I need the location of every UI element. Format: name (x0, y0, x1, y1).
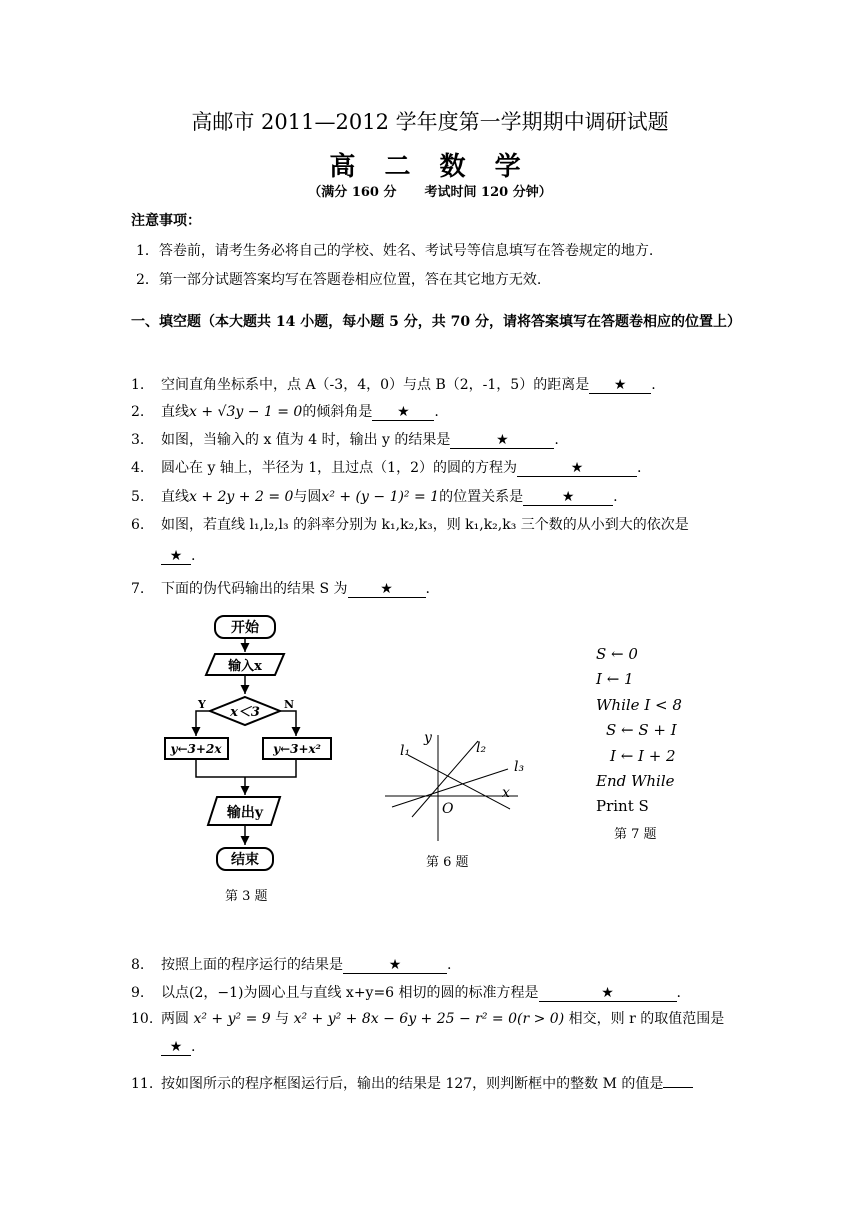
answer-blank: ★ (161, 1039, 191, 1056)
score-line (0, 181, 860, 200)
answer-blank: ★ (343, 957, 447, 974)
l3-label: l₃ (514, 759, 525, 775)
question-6: 6. 如图，若直线 l₁,l₂,l₃ 的斜率分别为 k₁,k₂,k₃，则 k₁,k₂,k₃ 三个数的从小到大的依次是 (131, 517, 689, 533)
question-5: 5. 直线x + 2y + 2 = 0与圆x² + (y − 1)² = 1的位置关系是 ★ . (131, 489, 618, 505)
code-line: I ← I + 2 (610, 746, 676, 765)
answer-blank: ★ (450, 432, 554, 449)
no-label: N (284, 698, 295, 711)
question-10: 10. 两圆 x² + y² = 9 与 x² + y² + 8x − 6y + 25 − r² = 0(r > 0) 相交，则 r 的取值范围是 (131, 1011, 725, 1027)
equation: x² + y² + 8x − 6y + 25 − r² = 0(r > 0) (293, 1011, 565, 1027)
note-item: 1．答卷前，请考生务必将自己的学校、姓名、考试号等信息填写在答卷规定的地方. (136, 243, 654, 259)
code-line: End While (596, 772, 675, 791)
l1-label: l₁ (400, 743, 411, 759)
note-item: 2．第一部分试题答案均写在答题卷相应位置，答在其它地方无效. (136, 272, 542, 288)
output-label: 输出y (226, 805, 264, 821)
equation: x² + (y − 1)² = 1 (321, 489, 440, 505)
question-10-answer: ★ . (161, 1039, 195, 1056)
start-label: 开始 (231, 620, 259, 636)
code-line: S ← 0 (596, 645, 638, 663)
condition-label: x＜3 (230, 705, 260, 720)
flowchart-figure (150, 610, 350, 910)
question-1: 1. 空间直角坐标系中，点 A（-3，4，0）与点 B（2，-1，5）的距离是 ★ . (131, 377, 656, 393)
notes-heading: 注意事项： (131, 213, 201, 229)
question-6-answer: ★ . (161, 548, 195, 565)
answer-blank: ★ (348, 581, 426, 598)
equation: x + 2y + 2 = 0 (189, 489, 294, 505)
y-axis-label: y (424, 730, 432, 746)
answer-blank: ★ (589, 377, 651, 394)
yes-label: Y (198, 698, 206, 711)
section-heading: 一、填空题（本大题共 14 小题，每小题 5 分，共 70 分，请将答案填写在答题卷相应的位置上） (131, 314, 741, 330)
answer-blank: ★ (161, 548, 191, 565)
figure-3-caption: 第 3 题 (225, 889, 268, 904)
equation: x + √3y − 1 = 0 (189, 404, 303, 420)
l2-label: l₂ (476, 740, 487, 756)
no-process-label: y←3+x² (273, 742, 321, 756)
question-3: 3. 如图，当输入的 x 值为 4 时，输出 y 的结果是 ★ . (131, 432, 559, 448)
question-2: 2. 直线x + √3y − 1 = 0的倾斜角是 ★ . (131, 404, 439, 420)
answer-blank: ★ (517, 460, 637, 477)
figure-7-caption: 第 7 题 (614, 827, 657, 842)
input-label: 输入x (228, 659, 262, 674)
subject-title: 高 二 数 学 (329, 152, 531, 182)
pseudocode (596, 642, 682, 820)
full-score: （满分 160 分 (308, 185, 397, 200)
code-line: While I < 8 (596, 695, 682, 714)
question-9: 9. 以点(2，−1)为圆心且与直线 x+y=6 相切的圆的标准方程是 ★ . (131, 985, 681, 1001)
answer-blank (663, 1071, 693, 1088)
question-8: 8. 按照上面的程序运行的结果是 ★ . (131, 957, 452, 973)
code-line: Print S (596, 797, 649, 816)
yes-process-label: y←3+2x (170, 742, 222, 756)
answer-blank: ★ (539, 985, 677, 1002)
exam-title: 高邮市 2011—2012 学年度第一学期期中调研试题 (191, 110, 669, 134)
figure-6-caption: 第 6 题 (426, 855, 469, 870)
equation: x² + y² = 9 (193, 1011, 271, 1027)
answer-blank: ★ (523, 489, 613, 506)
origin-label: O (442, 801, 454, 817)
x-axis-label: x (502, 785, 510, 801)
code-line: I ← 1 (596, 670, 634, 689)
question-4: 4. 圆心在 y 轴上，半径为 1，且过点（1，2）的圆的方程为 ★ . (131, 460, 642, 476)
exam-time: 考试时间 120 分钟） (424, 185, 552, 200)
answer-blank: ★ (372, 404, 434, 421)
question-7: 7. 下面的伪代码输出的结果 S 为 ★ . (131, 581, 430, 597)
end-label: 结束 (231, 852, 259, 868)
lines-figure (380, 725, 540, 843)
code-line: S ← S + I (606, 721, 677, 740)
question-11: 11. 按如图所示的程序框图运行后，输出的结果是 127，则判断框中的整数 M 的值是 (131, 1071, 693, 1093)
